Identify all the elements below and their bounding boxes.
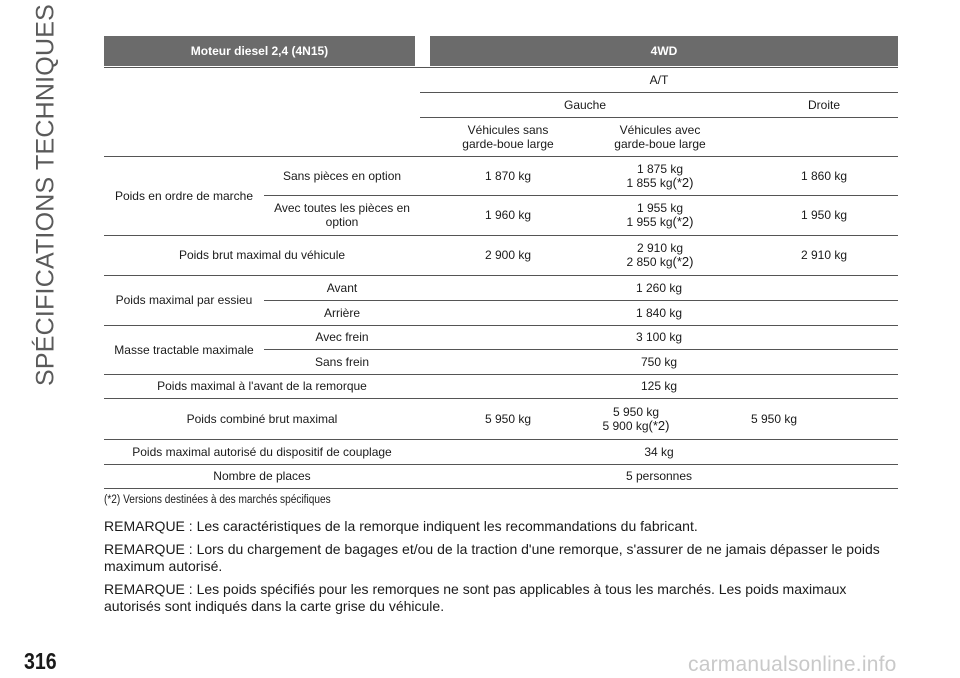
row-label-poids-ordre: Poids en ordre de marche (114, 188, 254, 203)
sublabel-arriere: Arrière (323, 305, 360, 320)
value-cell: 750 kg (640, 354, 678, 369)
value-cell: 1 870 kg (484, 168, 532, 183)
value-cell: 2 900 kg (484, 248, 532, 262)
side-title-text: SPÉCIFICATIONS TECHNIQUES (31, 4, 60, 386)
footnote-marker: (*2) (672, 254, 694, 269)
sublabel-sans-frein: Sans frein (314, 354, 370, 369)
row-label-essieu: Poids maximal par essieu (115, 293, 253, 307)
footnote-marker: (*2) (672, 174, 694, 190)
value-text: 2 850 kg (626, 255, 673, 269)
value-cell: 2 910 kg (800, 248, 848, 262)
value-text: 1 955 kg (626, 215, 673, 229)
value-cell: 1 950 kg (800, 208, 848, 222)
row-label-combine: Poids combiné brut maximal (186, 411, 338, 426)
remark-paragraph: REMARQUE : Lors du chargement de bagages et/ou de la traction d'une remorque, s'assurer de ne jamais dépasser le poids maximum autorisé. (104, 541, 880, 574)
sublabel-avec-options: Avec toutes les pièces en option (274, 201, 410, 229)
section-side-title (26, 4, 66, 386)
value-line (627, 215, 694, 229)
avec-garde-header: Véhicules avec garde-boue large (614, 122, 706, 151)
value-line: 5 950 kg (612, 404, 660, 419)
page-number: 316 (24, 648, 57, 674)
row-label-avant-remorque: Poids maximal à l'avant de la remorque (157, 379, 367, 393)
value-line (627, 176, 694, 190)
header-drive: 4WD (430, 36, 898, 66)
header-engine: Moteur diesel 2,4 (4N15) (104, 36, 415, 66)
value-cell-stacked (572, 156, 748, 195)
sublabel-avant: Avant (326, 280, 358, 295)
gauche-header: Gauche (563, 97, 607, 112)
row-label-couplage: Poids maximal autorisé du dispositif de couplage (132, 444, 392, 459)
row-label-places: Nombre de places (213, 469, 311, 483)
value-cell: 5 950 kg (750, 411, 798, 426)
sublabel-sans-options: Sans pièces en option (282, 168, 402, 183)
value-cell: 125 kg (640, 379, 678, 393)
value-cell: 5 personnes (625, 469, 693, 483)
value-cell: 5 950 kg (484, 411, 532, 426)
footnote-marker: (*2) (648, 417, 670, 433)
row-label-poids-brut: Poids brut maximal du véhicule (178, 248, 346, 262)
remark-paragraph: REMARQUE : Les poids spécifiés pour les remorques ne sont pas applicables à tous les marchés. Les poids maximaux autorisés sont indiqués dans la carte grise du véhicule. (104, 581, 847, 614)
value-line: 2 910 kg (636, 241, 684, 255)
table-rule (104, 488, 898, 489)
value-text: 1 855 kg (626, 175, 673, 190)
value-cell-stacked (572, 235, 748, 275)
value-cell: 1 260 kg (635, 280, 683, 295)
value-cell: 34 kg (644, 444, 674, 459)
value-line: 1 875 kg (636, 161, 684, 176)
remarks (104, 518, 904, 621)
sans-garde-header: Véhicules sans garde-boue large (462, 122, 554, 151)
transmission-header: A/T (649, 72, 669, 87)
footnote-marker: (*2) (672, 214, 694, 229)
value-line (627, 255, 694, 269)
value-cell-stacked (572, 195, 748, 235)
value-cell: 1 960 kg (484, 208, 532, 222)
value-cell: 1 840 kg (635, 305, 683, 320)
value-text: 5 900 kg (602, 418, 649, 433)
remark-paragraph: REMARQUE : Les caractéristiques de la remorque indiquent les recommandations du fabricant. (104, 518, 698, 534)
value-cell: 3 100 kg (635, 330, 683, 344)
row-label-tractable: Masse tractable maximale (114, 342, 254, 357)
value-line (603, 419, 670, 433)
footnote: (*2) Versions destinées à des marchés spécifiques (104, 494, 331, 506)
value-cell: 1 860 kg (800, 168, 848, 183)
droite-header: Droite (807, 97, 840, 112)
watermark: carmanualsonline.info (688, 653, 897, 676)
value-line: 1 955 kg (636, 201, 684, 215)
sublabel-avec-frein: Avec frein (315, 330, 369, 344)
value-cell-stacked (548, 398, 724, 439)
